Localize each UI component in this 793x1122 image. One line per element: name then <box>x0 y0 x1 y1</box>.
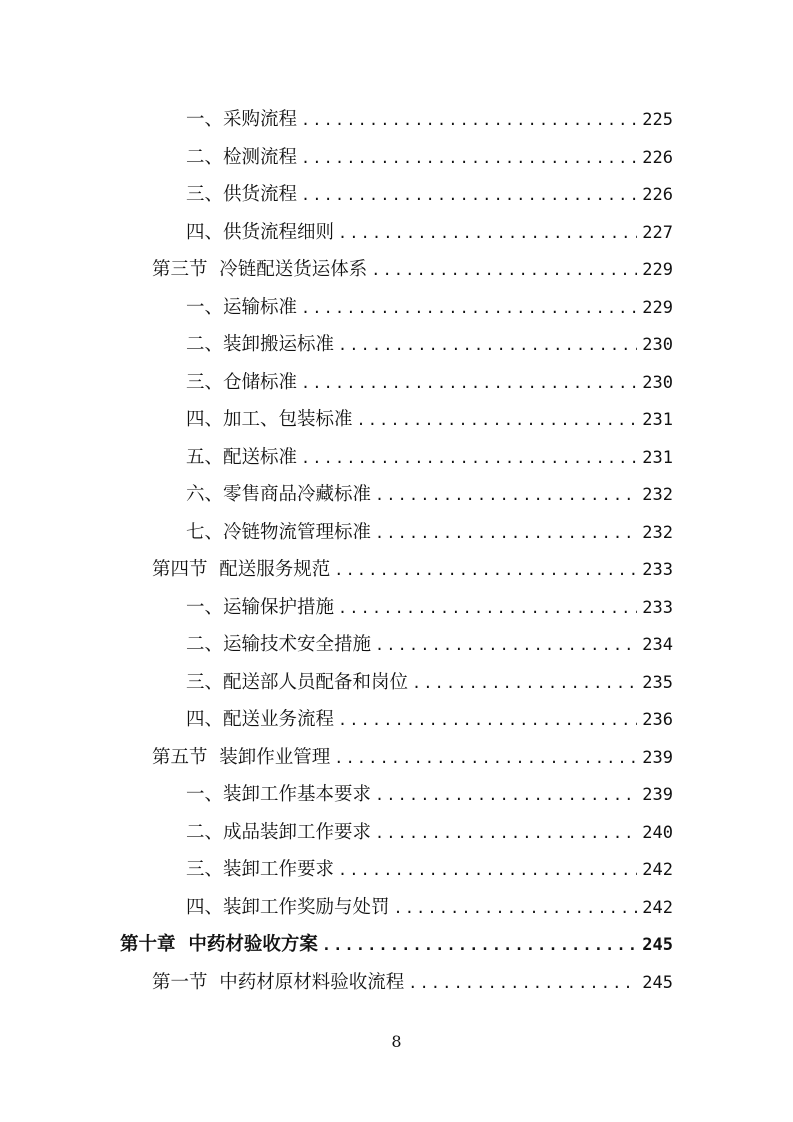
toc-entry-page-number: 230 <box>642 372 673 393</box>
toc-dot-leader <box>334 740 637 778</box>
toc-entry-title: 三、供货流程 <box>186 184 298 205</box>
toc-entry-chapter[interactable] <box>0 926 793 964</box>
toc-entry-title: 第五节 装卸作业管理 <box>152 746 331 768</box>
toc-dot-leader <box>408 965 637 1003</box>
toc-entry-item[interactable] <box>0 776 793 814</box>
toc-entry-item[interactable] <box>0 814 793 852</box>
toc-dot-leader <box>371 252 637 290</box>
toc-entry-title: 一、装卸工作基本要求 <box>186 784 372 805</box>
toc-entry-page-number: 235 <box>642 672 673 693</box>
toc-dot-leader <box>375 515 637 553</box>
toc-entry-page-number: 232 <box>642 485 673 505</box>
toc-dot-leader <box>301 440 637 478</box>
toc-entry-page-number: 233 <box>642 597 673 618</box>
toc-entry-title: 二、装卸搬运标准 <box>186 334 335 355</box>
toc-entry-page-number: 240 <box>642 822 673 843</box>
toc-entry-title: 第三节 冷链配送货运体系 <box>152 259 368 280</box>
toc-entry-page-number: 231 <box>642 447 673 468</box>
toc-entry-item[interactable] <box>0 401 793 439</box>
toc-dot-leader <box>338 215 637 253</box>
toc-dot-leader <box>301 177 637 215</box>
toc-entry-title: 第四节 配送服务规范 <box>152 559 331 580</box>
toc-entry-page-number: 239 <box>642 785 673 805</box>
toc-dot-leader <box>301 365 637 403</box>
toc-entry-page-number: 226 <box>642 147 673 168</box>
toc-entry-page-number: 236 <box>642 710 673 730</box>
toc-dot-leader <box>375 627 637 665</box>
toc-entry-item[interactable] <box>0 476 793 514</box>
toc-entry-title: 二、检测流程 <box>186 146 298 168</box>
page-number: 8 <box>391 1032 402 1051</box>
toc-entry-title: 三、配送部人员配备和岗位 <box>186 671 409 693</box>
toc-entry-title: 七、冷链物流管理标准 <box>186 521 372 543</box>
toc-entry-item[interactable] <box>0 889 793 927</box>
toc-dot-leader <box>375 777 637 815</box>
toc-entry-item[interactable] <box>0 364 793 402</box>
toc-entry-page-number: 239 <box>642 747 673 768</box>
toc-entry-item[interactable] <box>0 289 793 327</box>
toc-entry-title: 一、运输标准 <box>186 296 298 318</box>
toc-entry-title: 四、配送业务流程 <box>186 709 335 730</box>
toc-entry-page-number: 245 <box>642 935 673 955</box>
toc-entry-section[interactable] <box>0 251 793 289</box>
toc-entry-title: 五、配送标准 <box>186 446 298 468</box>
toc-entry-item[interactable] <box>0 326 793 364</box>
toc-entry-page-number: 229 <box>642 260 673 280</box>
toc-entry-title: 四、供货流程细则 <box>186 221 335 243</box>
toc-dot-leader <box>357 402 637 440</box>
toc-entry-page-number: 242 <box>642 860 673 880</box>
toc-dot-leader <box>322 927 637 965</box>
toc-dot-leader <box>338 852 637 890</box>
toc-entry-item[interactable] <box>0 176 793 214</box>
toc-entry-page-number: 225 <box>642 110 673 130</box>
toc-entry-title: 一、运输保护措施 <box>186 596 335 618</box>
toc-entry-item[interactable] <box>0 514 793 552</box>
toc-entry-item[interactable] <box>0 139 793 177</box>
toc-entry-page-number: 234 <box>642 635 673 655</box>
toc-entry-page-number: 232 <box>642 522 673 543</box>
toc-entry-section[interactable] <box>0 964 793 1002</box>
toc-dot-leader <box>301 290 637 328</box>
toc-dot-leader <box>338 327 637 365</box>
toc-entry-item[interactable] <box>0 101 793 139</box>
toc-dot-leader <box>375 477 637 515</box>
toc-entry-page-number: 242 <box>642 897 673 918</box>
toc-entry-item[interactable] <box>0 701 793 739</box>
table-of-contents <box>0 101 793 1001</box>
toc-entry-page-number: 227 <box>642 222 673 243</box>
toc-entry-title: 第十章 中药材验收方案 <box>120 934 318 955</box>
toc-dot-leader <box>375 815 637 853</box>
toc-entry-title: 三、仓储标准 <box>186 371 298 393</box>
toc-dot-leader <box>338 702 637 740</box>
toc-entry-title: 四、装卸工作奖励与处罚 <box>186 896 390 918</box>
toc-entry-item[interactable] <box>0 851 793 889</box>
toc-entry-item[interactable] <box>0 439 793 477</box>
toc-entry-page-number: 230 <box>642 335 673 355</box>
toc-dot-leader <box>301 102 637 140</box>
toc-entry-page-number: 245 <box>642 972 673 993</box>
toc-dot-leader <box>338 590 637 628</box>
toc-entry-title: 四、加工、包装标准 <box>186 409 353 430</box>
toc-entry-item[interactable] <box>0 214 793 252</box>
toc-entry-section[interactable] <box>0 739 793 777</box>
toc-entry-page-number: 233 <box>642 560 673 580</box>
toc-dot-leader <box>412 665 637 703</box>
toc-entry-title: 六、零售商品冷藏标准 <box>186 484 372 505</box>
toc-dot-leader <box>334 552 637 590</box>
toc-entry-page-number: 226 <box>642 185 673 205</box>
toc-entry-title: 第一节 中药材原材料验收流程 <box>152 971 405 993</box>
toc-entry-title: 二、运输技术安全措施 <box>186 634 372 655</box>
toc-entry-item[interactable] <box>0 589 793 627</box>
toc-entry-item[interactable] <box>0 664 793 702</box>
toc-entry-page-number: 229 <box>642 297 673 318</box>
toc-entry-section[interactable] <box>0 551 793 589</box>
toc-entry-item[interactable] <box>0 626 793 664</box>
toc-dot-leader <box>301 140 637 178</box>
toc-entry-page-number: 231 <box>642 410 673 430</box>
toc-entry-title: 三、装卸工作要求 <box>186 859 335 880</box>
toc-entry-title: 二、成品装卸工作要求 <box>186 821 372 843</box>
toc-dot-leader <box>394 890 637 928</box>
toc-entry-title: 一、采购流程 <box>186 109 298 130</box>
